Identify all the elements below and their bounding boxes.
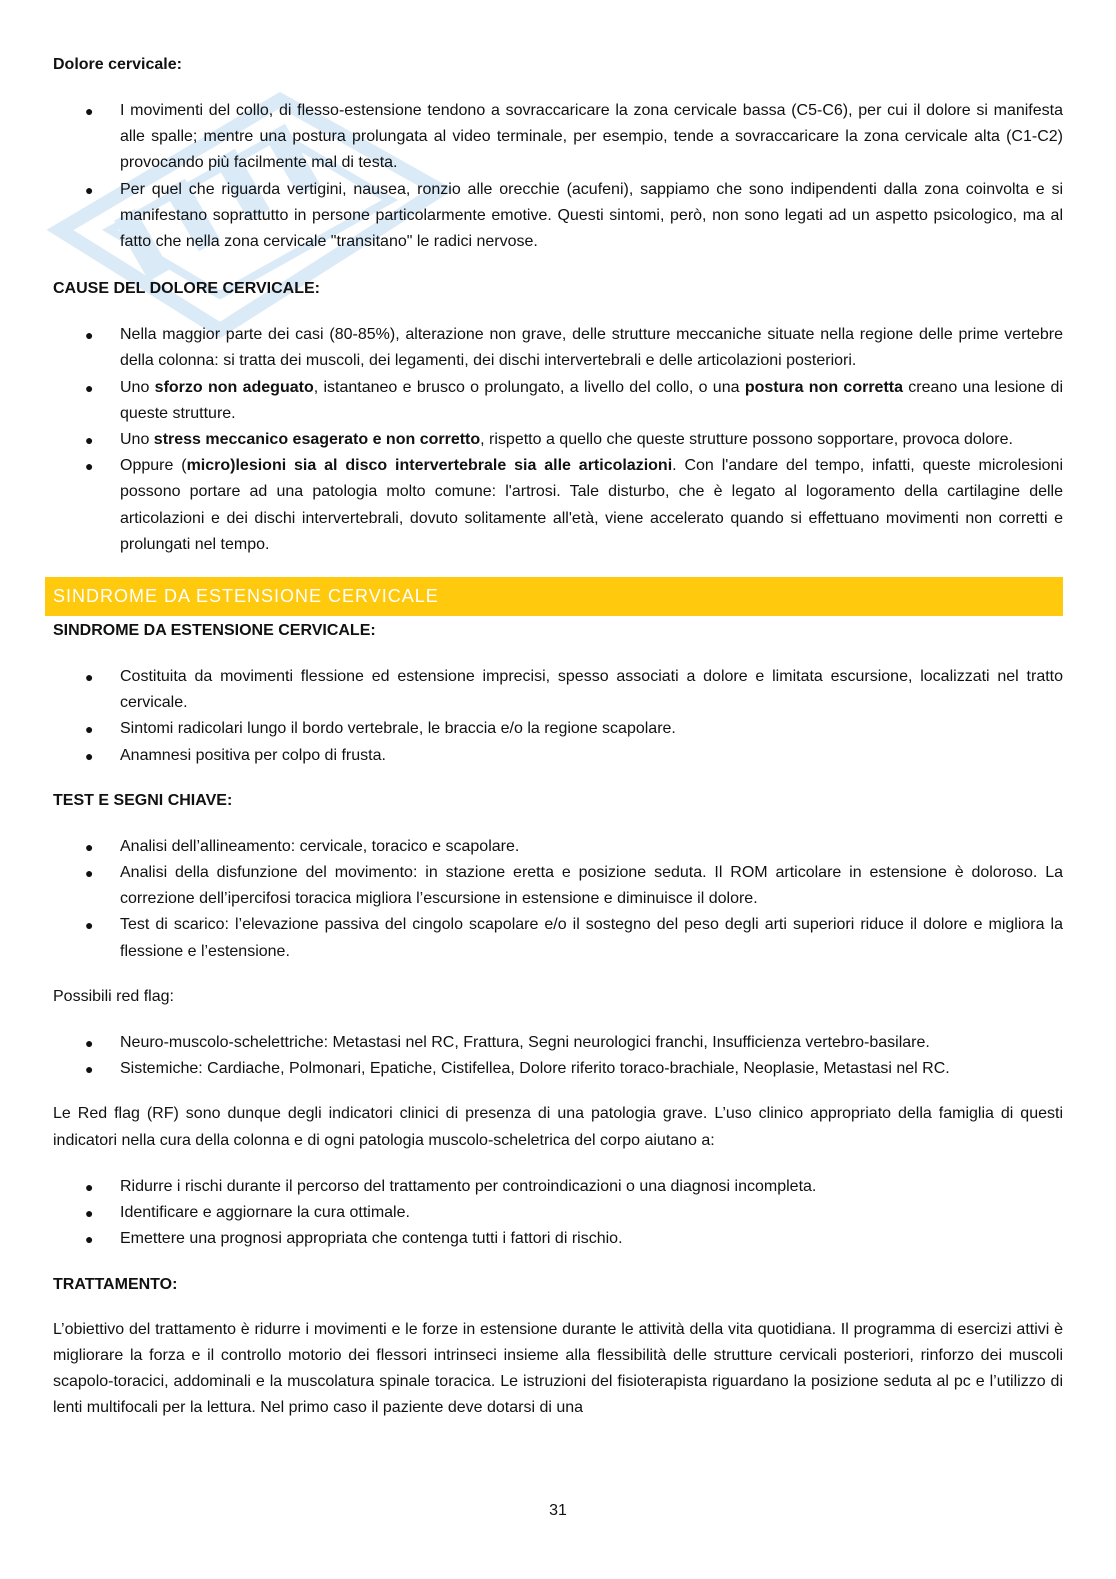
- trattamento-paragraph: L’obiettivo del trattamento è ridurre i movimenti e le forze in estensione durante le attività della vita quotidiana. Il programma di esercizi attivi è migliorare la forza e il controllo motorio dei flessori intrinseci insieme alla flessibilità delle strutture cervicali posteriori, rinforzo dei muscoli scapolo-toracici, addominali e la muscolatura spinale toracica. Le istruzioni del fisioterapista riguardano la posizione seduta al pc e l’utilizzo di lenti multifocali per la lettura. Nel primo caso il paziente deve dotarsi di una: [53, 1320, 1063, 1417]
- section-heading-dolore: Dolore cervicale:: [53, 56, 182, 73]
- list-item: ● Uno sforzo non adeguato, istantaneo e brusco o prolungato, a livello del collo, o una postura non corretta creano una lesione di queste strutture.: [53, 375, 1063, 427]
- page-content: [53, 52, 1063, 1421]
- list-item: ● I movimenti del collo, di flesso-estensione tendono a sovraccaricare la zona cervicale bassa (C5-C6), per cui il dolore si manifesta alle spalle; mentre una postura prolungata al video terminale, per esempio, tende a sovraccaricare la zona cervicale alta (C1-C2) provocando più facilmente mal di testa.: [53, 98, 1063, 177]
- list-item: ● Identificare e aggiornare la cura ottimale.: [53, 1200, 1063, 1226]
- list-item: ● Sintomi radicolari lungo il bordo vertebrale, le braccia e/o la regione scapolare.: [53, 716, 1063, 742]
- bullet-icon: ●: [85, 458, 94, 475]
- bullet-icon: ●: [85, 1178, 94, 1195]
- bullet-icon: ●: [85, 103, 94, 119]
- redflag-intro: Possibili red flag:: [53, 987, 174, 1005]
- redflag-uses-list: [53, 1174, 1063, 1253]
- bullet-icon: ●: [85, 432, 94, 449]
- bullet-icon: ●: [85, 1205, 94, 1222]
- section-heading-cause: CAUSE DEL DOLORE CERVICALE:: [53, 280, 320, 298]
- section-heading-trattamento: TRATTAMENTO:: [53, 1275, 178, 1293]
- list-item: ● Neuro-muscolo-schelettriche: Metastasi nel RC, Frattura, Segni neurologici franchi, Insufficienza vertebro-basilare.: [53, 1030, 1063, 1056]
- bullet-icon: ●: [85, 1061, 94, 1078]
- redflag-list: [53, 1030, 1063, 1082]
- list-item: ● Analisi della disfunzione del movimento: in stazione eretta e posizione seduta. Il ROM articolare in estensione è doloroso. La correzione dell’ipercifosi toracica migliora l’escursione in estensione e diminuisce il dolore.: [53, 860, 1063, 912]
- bullet-icon: ●: [85, 379, 94, 396]
- list-item: ● Sistemiche: Cardiache, Polmonari, Epatiche, Cistifellea, Dolore riferito toraco-brachiale, Neoplasie, Metastasi nel RC.: [53, 1056, 1063, 1082]
- list-item: ● Analisi dell’allineamento: cervicale, toracico e scapolare.: [53, 834, 1063, 860]
- list-item: ● Emettere una prognosi appropriata che contenga tutti i fattori di rischio.: [53, 1226, 1063, 1252]
- list-item: ● Anamnesi positiva per colpo di frusta.: [53, 743, 1063, 769]
- section-banner: SINDROME DA ESTENSIONE CERVICALE: [45, 577, 1063, 616]
- list-item: ● Costituita da movimenti flessione ed estensione imprecisi, spesso associati a dolore e limitata escursione, localizzati nel tratto cervicale.: [53, 664, 1063, 716]
- list-item: ● Ridurre i rischi durante il percorso del trattamento per controindicazioni o una diagnosi incompleta.: [53, 1174, 1063, 1200]
- redflag-paragraph: Le Red flag (RF) sono dunque degli indicatori clinici di presenza di una patologia grave. L’uso clinico appropriato della famiglia di questi indicatori nella cura della colonna e di ogni patologia muscolo-scheletrica del corpo aiutano a:: [53, 1105, 1063, 1149]
- section-heading-test: TEST E SEGNI CHIAVE:: [53, 791, 233, 809]
- bullet-icon: ●: [85, 865, 94, 882]
- sindrome-list: [53, 664, 1063, 769]
- test-list: [53, 834, 1063, 965]
- section-heading-sindrome: SINDROME DA ESTENSIONE CERVICALE:: [53, 622, 376, 640]
- bullet-icon: ●: [85, 747, 94, 764]
- bullet-icon: ●: [85, 669, 94, 686]
- bullet-icon: ●: [85, 917, 94, 934]
- list-item: ● Per quel che riguarda vertigini, nausea, ronzio alle orecchie (acufeni), sappiamo che sono indipendenti dalla zona coinvolta e si manifestano soprattutto in persone particolarmente emotive. Questi sintomi, però, non sono legati ad un aspetto psicologico, ma al fatto che nella zona cervicale "transitano" le radici nervose.: [53, 177, 1063, 256]
- bullet-icon: ●: [85, 327, 94, 344]
- list-item: ● Test di scarico: l’elevazione passiva del cingolo scapolare e/o il sostegno del peso degli arti superiori riduce il dolore e migliora la flessione e l’estensione.: [53, 912, 1063, 964]
- cause-list: [53, 322, 1063, 558]
- list-item: ● Nella maggior parte dei casi (80-85%), alterazione non grave, delle strutture meccaniche situate nella regione delle prime vertebre della colonna: si tratta dei muscoli, dei legamenti, dei dischi intervertebrali e delle articolazioni posteriori.: [53, 322, 1063, 374]
- bullet-icon: ●: [85, 721, 94, 738]
- dolore-list: [53, 98, 1063, 255]
- list-item: ● Uno stress meccanico esagerato e non corretto, rispetto a quello che queste strutture possono sopportare, provoca dolore.: [53, 427, 1063, 453]
- bullet-icon: ●: [85, 1231, 94, 1248]
- bullet-icon: ●: [85, 838, 94, 855]
- list-item: ● Oppure (micro)lesioni sia al disco intervertebrale sia alle articolazioni. Con l'andare del tempo, infatti, queste microlesioni possono portare ad una patologia molto comune: l'artrosi. Tale disturbo, che è legato al logoramento della cartilagine delle articolazioni e dei dischi intervertebrali, dovuto solitamente all'età, viene accelerato quando si effettuano movimenti non corretti e prolungati nel tempo.: [53, 453, 1063, 558]
- bullet-icon: ●: [85, 181, 94, 198]
- bullet-icon: ●: [85, 1035, 94, 1052]
- page-number: 31: [549, 1502, 567, 1519]
